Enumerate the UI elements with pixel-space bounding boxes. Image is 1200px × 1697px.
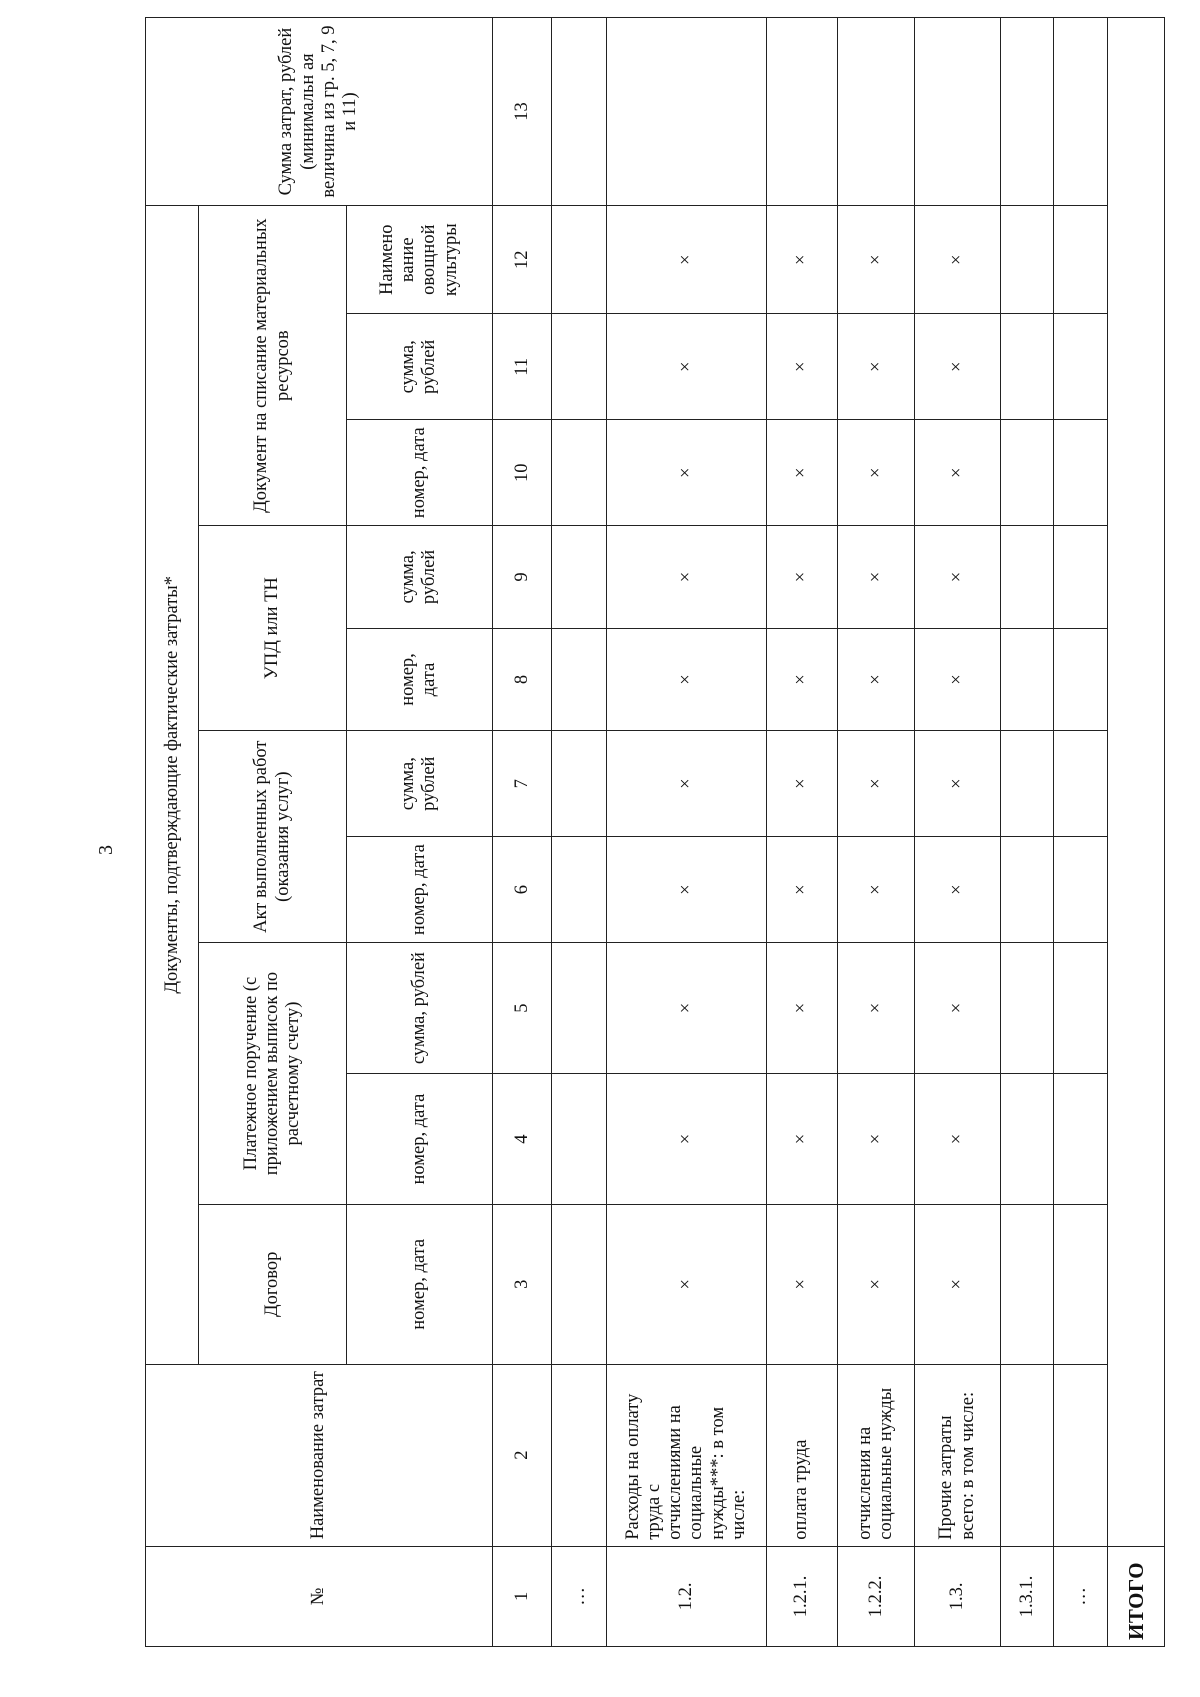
total-empty-cell — [1107, 18, 1164, 1547]
header-payment-order: Платежное поручение (с приложением выписок по расчетному счету) — [199, 943, 346, 1205]
row-value-cell — [1054, 943, 1107, 1074]
sub-upd-sum: сумма, рублей — [346, 526, 492, 629]
row-value-cell — [1054, 1074, 1107, 1205]
total-row — [1107, 18, 1164, 1647]
row-value-cell — [915, 18, 1001, 206]
row-cost-name-cell: Прочие затраты всего: в том числе: — [915, 1364, 1001, 1546]
column-number-cell: 5 — [492, 943, 551, 1074]
header-docs-group: Документы, подтверждающие фактические затраты* — [146, 206, 199, 1364]
row-value-cell — [1000, 628, 1053, 731]
row-value-cell: × — [838, 943, 915, 1074]
sub-upd-number-date: номер, дата — [346, 628, 492, 731]
column-number-cell: 3 — [492, 1205, 551, 1364]
row-cost-name-cell: Расходы на оплату труда с отчислениями на социальные нужды***: в том числе: — [607, 1364, 767, 1546]
row-value-cell — [552, 1074, 607, 1205]
row-value-cell — [552, 314, 607, 420]
header-contract: Договор — [199, 1205, 346, 1364]
sub-writeoff-sum: сумма, рублей — [346, 314, 492, 420]
row-value-cell: × — [915, 420, 1001, 526]
row-value-cell — [552, 420, 607, 526]
row-value-cell: × — [838, 837, 915, 943]
row-value-cell — [1000, 731, 1053, 837]
row-number-cell: 1.2.1. — [766, 1546, 837, 1646]
row-number-cell: 1.3. — [915, 1546, 1001, 1646]
header-write-off: Документ на списание материальных ресурсов — [199, 206, 346, 526]
row-value-cell: × — [915, 731, 1001, 837]
column-numbers-row — [492, 18, 551, 1647]
sub-contract-number-date: номер, дата — [346, 1205, 492, 1364]
table-row — [552, 18, 607, 1647]
row-value-cell — [552, 1205, 607, 1364]
row-value-cell — [1000, 18, 1053, 206]
table-row — [1054, 18, 1107, 1647]
row-value-cell — [552, 943, 607, 1074]
table-row — [607, 18, 767, 1647]
column-number-cell: 7 — [492, 731, 551, 837]
sub-act-sum: сумма, рублей — [346, 731, 492, 837]
row-value-cell: × — [607, 420, 767, 526]
row-value-cell — [1000, 943, 1053, 1074]
column-number-cell: 8 — [492, 628, 551, 731]
row-value-cell: × — [766, 314, 837, 420]
header-total-cost: Сумма затрат, рублей (минимальн ая величина из гр. 5, 7, 9 и 11) — [146, 18, 493, 206]
row-value-cell: × — [838, 206, 915, 314]
row-value-cell — [552, 18, 607, 206]
row-value-cell — [1054, 206, 1107, 314]
row-cost-name-cell — [1000, 1364, 1053, 1546]
column-number-cell: 11 — [492, 314, 551, 420]
total-label: ИТОГО — [1107, 1546, 1164, 1646]
row-cost-name-cell — [552, 1364, 607, 1546]
row-value-cell: × — [766, 628, 837, 731]
row-cost-name-cell: отчисления на социальные нужды — [838, 1364, 915, 1546]
row-value-cell: × — [915, 526, 1001, 629]
row-value-cell: × — [766, 1205, 837, 1364]
column-number-cell: 12 — [492, 206, 551, 314]
row-value-cell: × — [607, 628, 767, 731]
row-value-cell: × — [838, 1205, 915, 1364]
column-number-cell: 9 — [492, 526, 551, 629]
column-number-cell: 6 — [492, 837, 551, 943]
sub-payment-sum: сумма, рублей — [346, 943, 492, 1074]
table-row — [838, 18, 915, 1647]
row-value-cell — [1000, 314, 1053, 420]
row-value-cell: × — [766, 943, 837, 1074]
row-value-cell — [1000, 1205, 1053, 1364]
row-value-cell: × — [607, 1074, 767, 1205]
row-number-cell: 1.3.1. — [1000, 1546, 1053, 1646]
row-value-cell: × — [838, 526, 915, 629]
row-value-cell: × — [838, 314, 915, 420]
header-upd: УПД или ТН — [199, 526, 346, 731]
row-value-cell: × — [915, 1205, 1001, 1364]
column-number-cell: 4 — [492, 1074, 551, 1205]
row-value-cell — [552, 731, 607, 837]
row-value-cell — [838, 18, 915, 206]
row-value-cell — [1000, 837, 1053, 943]
row-number-cell: 1.2. — [607, 1546, 767, 1646]
row-value-cell: × — [607, 206, 767, 314]
row-value-cell: × — [838, 731, 915, 837]
sub-veg-name: Наимено вание овощной культуры — [346, 206, 492, 314]
row-value-cell — [1054, 314, 1107, 420]
row-value-cell: × — [766, 420, 837, 526]
column-number-cell: 2 — [492, 1364, 551, 1546]
row-value-cell — [1054, 18, 1107, 206]
row-value-cell: × — [915, 1074, 1001, 1205]
row-value-cell: × — [607, 837, 767, 943]
row-value-cell — [1054, 628, 1107, 731]
row-value-cell: × — [766, 206, 837, 314]
sub-payment-number-date: номер, дата — [346, 1074, 492, 1205]
row-value-cell — [1054, 420, 1107, 526]
row-number-cell: … — [552, 1546, 607, 1646]
cost-table — [145, 17, 1165, 1647]
row-value-cell — [607, 18, 767, 206]
row-value-cell: × — [915, 943, 1001, 1074]
row-value-cell — [1054, 1205, 1107, 1364]
row-value-cell — [552, 837, 607, 943]
table-row — [1000, 18, 1053, 1647]
row-value-cell: × — [915, 314, 1001, 420]
row-value-cell — [552, 628, 607, 731]
row-value-cell: × — [607, 314, 767, 420]
sub-act-number-date: номер, дата — [346, 837, 492, 943]
header-num: № — [146, 1546, 493, 1646]
row-value-cell — [766, 18, 837, 206]
row-value-cell: × — [838, 420, 915, 526]
row-value-cell — [1054, 526, 1107, 629]
row-value-cell — [1000, 1074, 1053, 1205]
row-value-cell: × — [915, 206, 1001, 314]
table-row — [766, 18, 837, 1647]
sub-writeoff-number-date: номер, дата — [346, 420, 492, 526]
header-act: Акт выполненных работ (оказания услуг) — [199, 731, 346, 943]
row-value-cell: × — [607, 526, 767, 629]
row-value-cell: × — [766, 837, 837, 943]
row-value-cell — [552, 206, 607, 314]
row-value-cell: × — [607, 943, 767, 1074]
row-value-cell: × — [838, 1074, 915, 1205]
page-number: 3 — [95, 845, 117, 855]
row-value-cell: × — [838, 628, 915, 731]
row-value-cell — [1000, 206, 1053, 314]
row-value-cell: × — [766, 526, 837, 629]
row-value-cell: × — [766, 731, 837, 837]
row-value-cell: × — [607, 1205, 767, 1364]
row-number-cell: … — [1054, 1546, 1107, 1646]
row-value-cell — [1054, 837, 1107, 943]
row-value-cell — [1000, 526, 1053, 629]
row-value-cell — [1000, 420, 1053, 526]
row-cost-name-cell: оплата труда — [766, 1364, 837, 1546]
rotated-table-wrapper — [145, 17, 1165, 1647]
row-value-cell: × — [607, 731, 767, 837]
row-value-cell: × — [915, 628, 1001, 731]
row-cost-name-cell — [1054, 1364, 1107, 1546]
row-value-cell: × — [766, 1074, 837, 1205]
column-number-cell: 10 — [492, 420, 551, 526]
row-value-cell — [1054, 731, 1107, 837]
column-number-cell: 13 — [492, 18, 551, 206]
column-number-cell: 1 — [492, 1546, 551, 1646]
table-row — [915, 18, 1001, 1647]
header-cost-name: Наименование затрат — [146, 1364, 493, 1546]
row-value-cell: × — [915, 837, 1001, 943]
row-value-cell — [552, 526, 607, 629]
row-number-cell: 1.2.2. — [838, 1546, 915, 1646]
